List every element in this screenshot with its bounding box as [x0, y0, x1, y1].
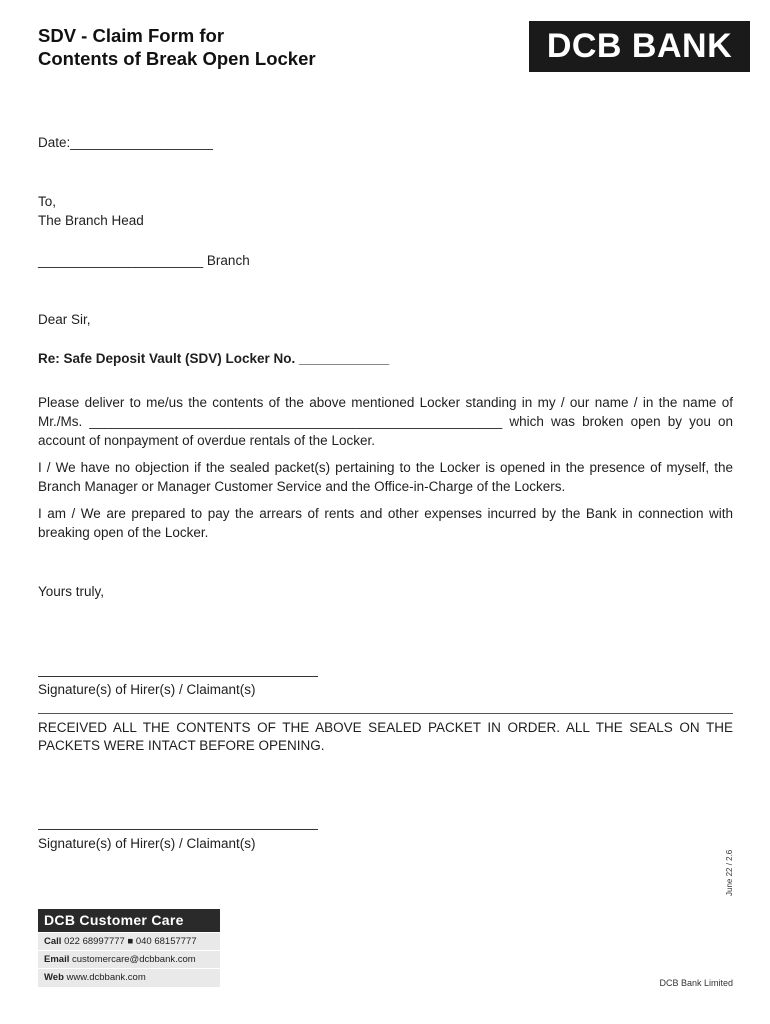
paragraph-arrears: I am / We are prepared to pay the arrears of rents and other expenses incurred by the Bank in connection with breaking open of the Locker. [38, 506, 733, 540]
form-title-line2: Contents of Break Open Locker [38, 48, 316, 69]
email-label: Email [44, 954, 70, 965]
customer-care-web [38, 968, 220, 986]
branch-field[interactable]: ______________________ Branch [38, 253, 250, 268]
form-title-line1: SDV - Claim Form for [38, 25, 225, 46]
footer-company: DCB Bank Limited [659, 978, 733, 988]
form-title [38, 24, 316, 70]
divider [38, 713, 733, 714]
addressee: The Branch Head [38, 213, 144, 228]
web-label: Web [44, 972, 64, 983]
customer-care-heading: DCB Customer Care [38, 909, 220, 932]
signature-line-1[interactable] [38, 676, 318, 677]
to-label: To, [38, 194, 57, 209]
signature-line-2[interactable] [38, 829, 318, 830]
signature-label-2: Signature(s) of Hirer(s) / Claimant(s) [38, 836, 256, 851]
received-statement: RECEIVED ALL THE CONTENTS OF THE ABOVE SEALED PACKET IN ORDER. ALL THE SEALS ON THE PACKETS WERE INTACT BEFORE OPENING. [38, 720, 733, 753]
dcb-bank-logo: DCB BANK [529, 21, 750, 72]
paragraph-deliver-request: Please deliver to me/us the contents of the above mentioned Locker standing in my / our name / in the name of Mr./Ms. _______________________________________________________ which was broken open by you on account of nonpayment of overdue rentals of the Locker. [38, 395, 733, 448]
form-version-note: June 22 / 2.6 [725, 849, 734, 896]
date-field[interactable]: Date:___________________ [38, 135, 213, 150]
call-label: Call [44, 936, 62, 947]
signature-label-1: Signature(s) of Hirer(s) / Claimant(s) [38, 682, 256, 697]
closing: Yours truly, [38, 584, 105, 599]
email-link[interactable]: customercare@dcbbank.com [72, 954, 196, 965]
call-numbers[interactable]: 022 68997777 ■ 040 68157777 [64, 936, 197, 947]
paragraph-no-objection: I / We have no objection if the sealed packet(s) pertaining to the Locker is opened in the presence of myself, the Branch Manager or Manager Customer Service and the Office-in-Charge of the Lockers. [38, 460, 733, 494]
salutation: Dear Sir, [38, 312, 91, 327]
customer-care-email [38, 950, 220, 968]
subject-locker-no[interactable]: Re: Safe Deposit Vault (SDV) Locker No. ____________ [38, 351, 390, 366]
customer-care-call [38, 932, 220, 950]
web-link[interactable]: www.dcbbank.com [66, 972, 146, 983]
